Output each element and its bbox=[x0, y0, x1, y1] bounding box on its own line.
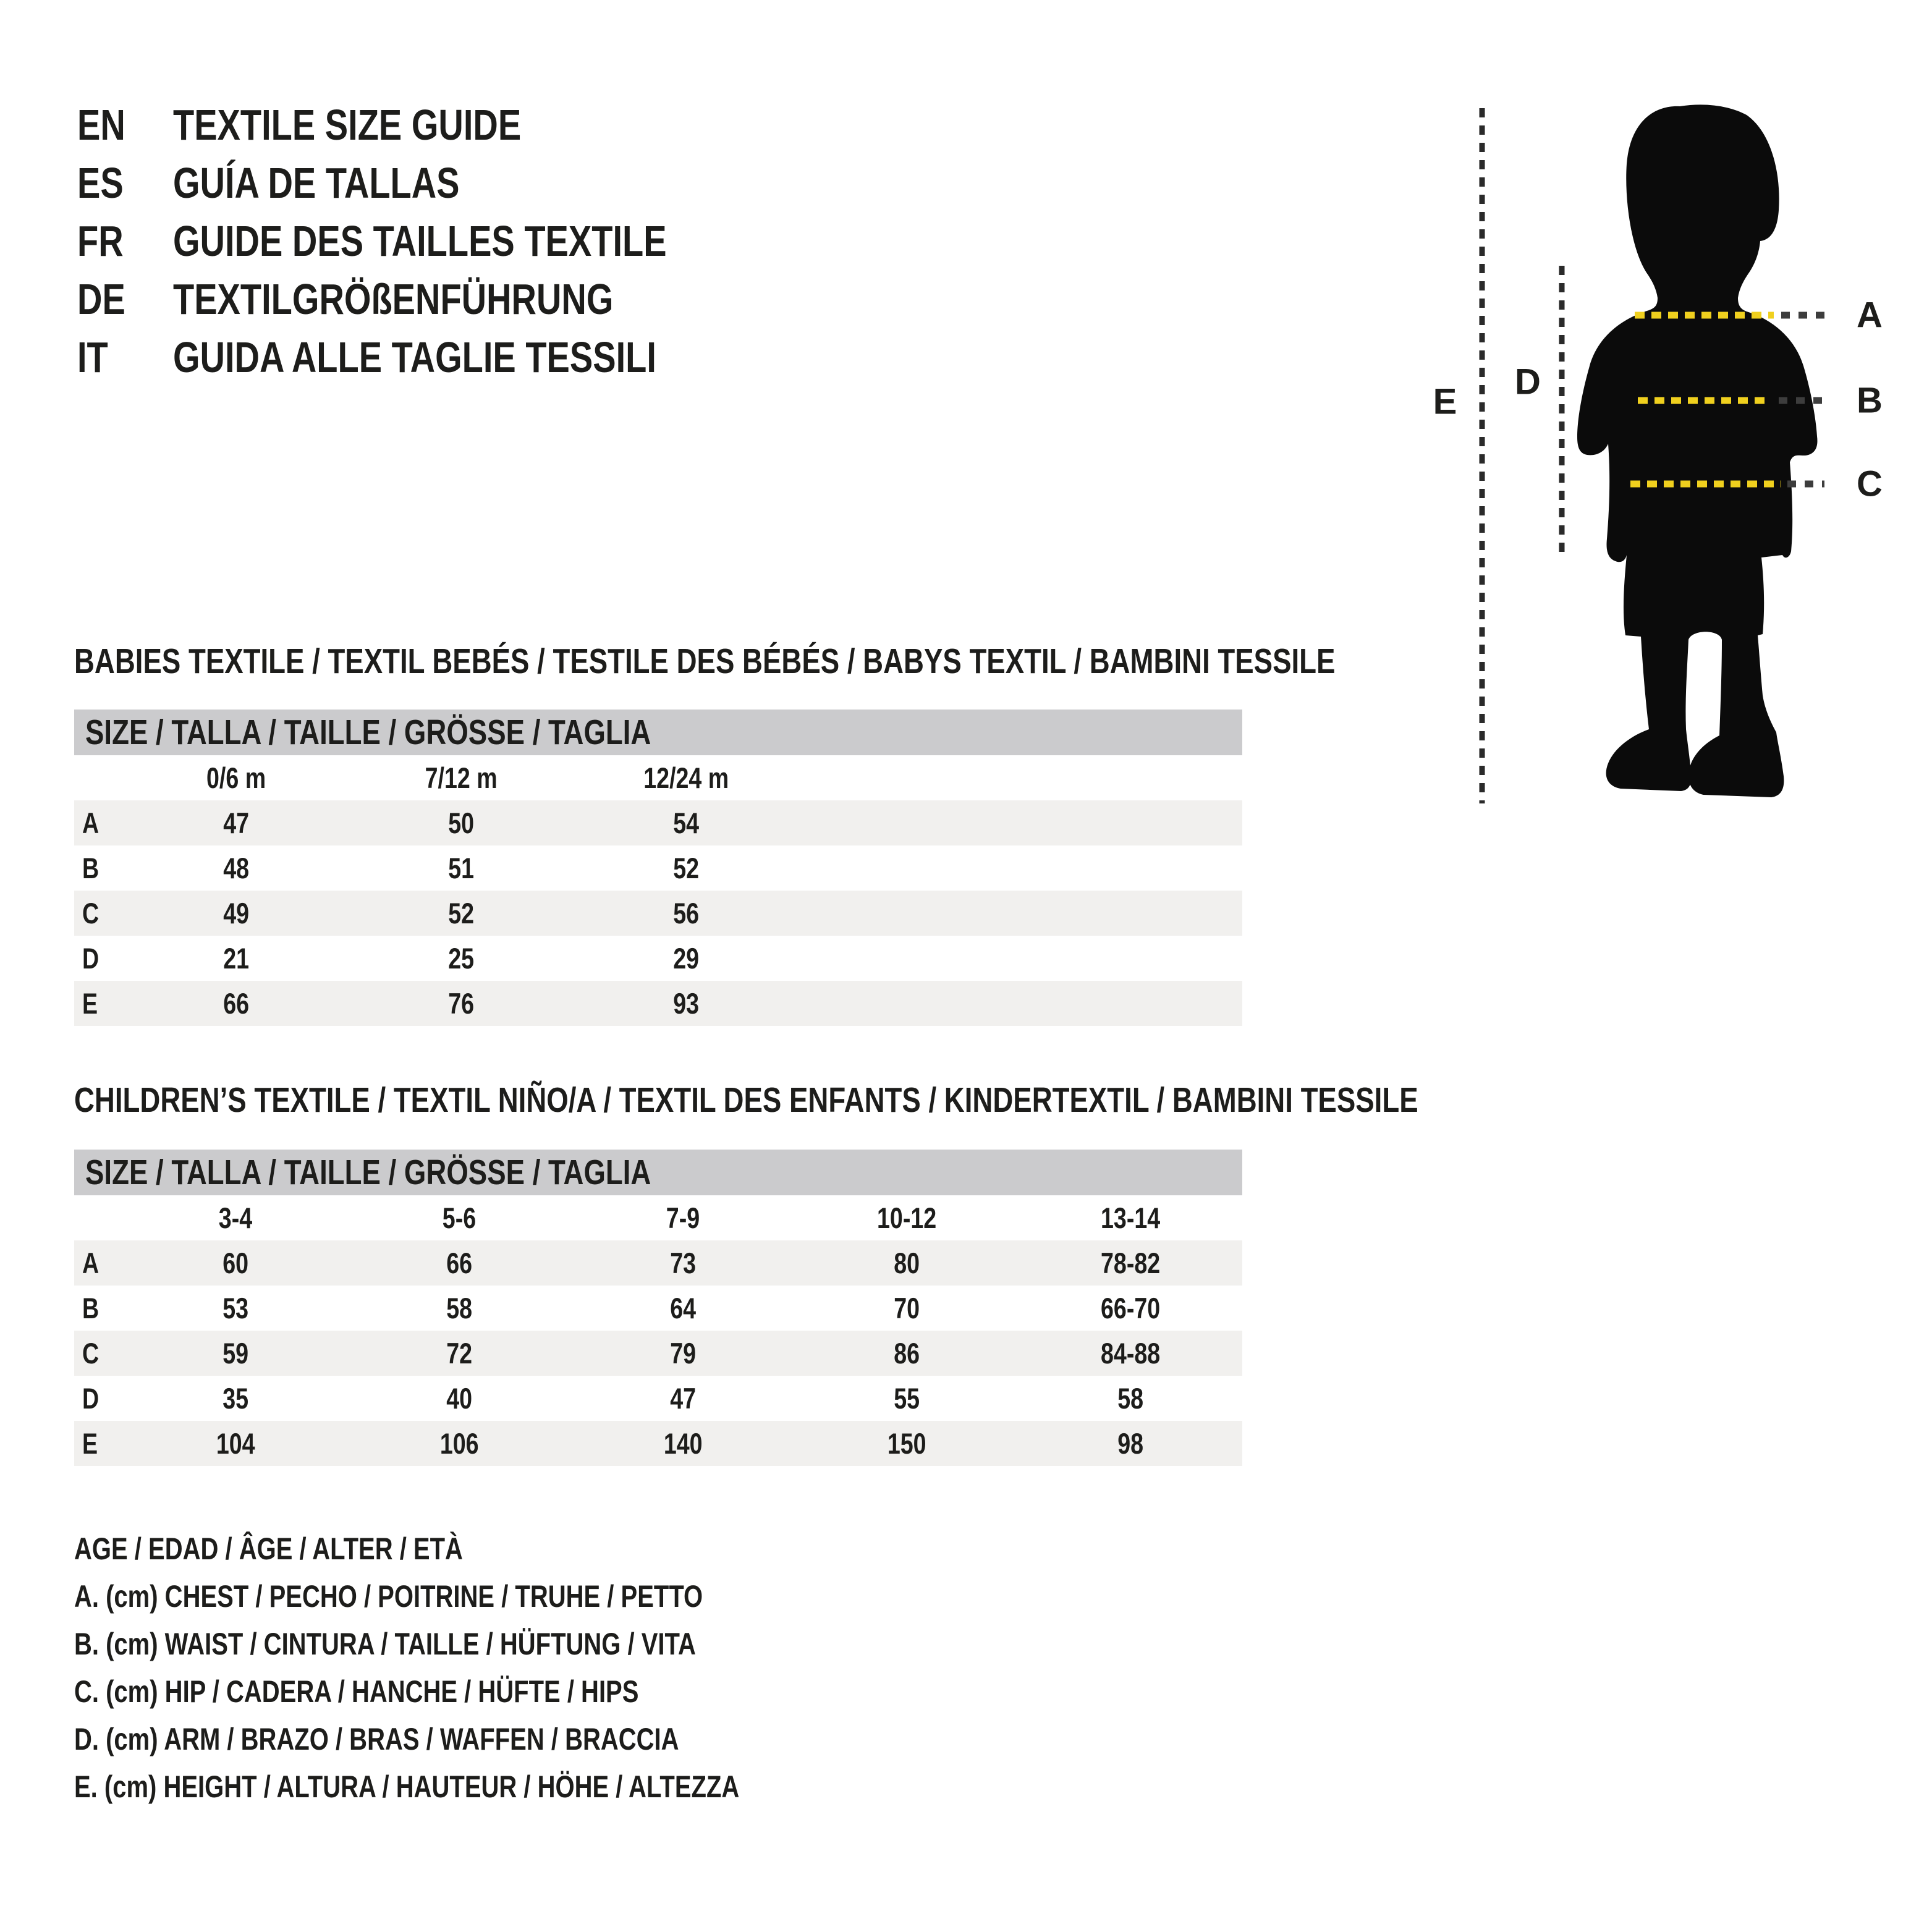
table-cell: 48 bbox=[223, 852, 249, 884]
table-cell: 84-88 bbox=[1100, 1337, 1161, 1370]
table-cell: 66-70 bbox=[1100, 1292, 1161, 1324]
table-cell: 59 bbox=[222, 1337, 248, 1370]
language-row-en bbox=[77, 96, 790, 154]
row-label: B bbox=[82, 1292, 100, 1324]
language-row-fr bbox=[77, 212, 790, 270]
table-cell: 66 bbox=[223, 987, 249, 1020]
table-cell: 52 bbox=[448, 897, 474, 930]
table-cell: 60 bbox=[222, 1247, 248, 1279]
language-row-it bbox=[77, 328, 790, 386]
table-cell: 56 bbox=[673, 897, 699, 930]
babies-column-headers bbox=[74, 755, 1242, 800]
children-size-table bbox=[74, 1150, 1242, 1466]
language-code: DE bbox=[77, 275, 125, 323]
table-cell: 52 bbox=[673, 852, 699, 884]
table-cell: 49 bbox=[223, 897, 249, 930]
column-header: 7-9 bbox=[666, 1201, 700, 1234]
table-cell: 106 bbox=[439, 1427, 479, 1460]
table-cell: 25 bbox=[448, 942, 474, 975]
row-label: C bbox=[82, 1337, 100, 1370]
label-chest-a: A bbox=[1857, 295, 1883, 336]
table-cell: 29 bbox=[673, 942, 699, 975]
table-row bbox=[74, 1286, 1242, 1331]
page-title-de: TEXTILGRÖßENFÜHRUNG bbox=[173, 275, 614, 323]
table-cell: 47 bbox=[223, 807, 249, 839]
table-cell: 53 bbox=[222, 1292, 248, 1324]
page-title: TEXTILE SIZE GUIDE bbox=[173, 101, 522, 149]
row-label: D bbox=[82, 942, 100, 975]
language-code: EN bbox=[77, 101, 125, 149]
table-cell: 58 bbox=[1117, 1382, 1143, 1415]
table-cell: 79 bbox=[670, 1337, 696, 1370]
table-cell: 98 bbox=[1117, 1427, 1143, 1460]
table-row bbox=[74, 936, 1242, 981]
table-cell: 80 bbox=[894, 1247, 920, 1279]
language-code: ES bbox=[77, 159, 124, 207]
language-row-es bbox=[77, 154, 790, 212]
column-header: 3-4 bbox=[218, 1201, 253, 1234]
table-row bbox=[74, 1376, 1242, 1421]
children-table-header-bar: SIZE / TALLA / TAILLE / GRÖSSE / TAGLIA bbox=[74, 1150, 1242, 1195]
measurement-figure bbox=[1415, 93, 1910, 822]
table-cell: 50 bbox=[448, 807, 474, 839]
row-label: C bbox=[82, 897, 100, 930]
column-header: 7/12 m bbox=[425, 761, 498, 794]
label-waist-b: B bbox=[1857, 380, 1883, 421]
table-cell: 35 bbox=[222, 1382, 248, 1415]
measurement-legend bbox=[74, 1525, 905, 1811]
table-cell: 51 bbox=[448, 852, 474, 884]
column-header: 0/6 m bbox=[206, 761, 266, 794]
table-cell: 150 bbox=[887, 1427, 926, 1460]
row-label: E bbox=[82, 987, 98, 1020]
table-cell: 86 bbox=[894, 1337, 920, 1370]
child-silhouette bbox=[1577, 104, 1817, 797]
table-cell: 64 bbox=[670, 1292, 696, 1324]
legend-hip: C. (cm) HIP / CADERA / HANCHE / HÜFTE / HIPS bbox=[74, 1674, 639, 1709]
label-height-e: E bbox=[1433, 381, 1457, 422]
table-row bbox=[74, 1421, 1242, 1466]
table-cell: 40 bbox=[446, 1382, 472, 1415]
table-cell: 73 bbox=[670, 1247, 696, 1279]
column-header: 13-14 bbox=[1100, 1201, 1161, 1234]
table-cell: 70 bbox=[894, 1292, 920, 1324]
table-cell: 54 bbox=[673, 807, 699, 839]
children-column-headers bbox=[74, 1195, 1242, 1240]
table-cell: 76 bbox=[448, 987, 474, 1020]
legend-age: AGE / EDAD / ÂGE / ALTER / ETÀ bbox=[74, 1532, 463, 1566]
babies-size-table bbox=[74, 710, 1242, 1026]
children-section-title: CHILDREN’S TEXTILE / TEXTIL NIÑO/A / TEXTIL DES ENFANTS / KINDERTEXTIL / BAMBINI TESSILE bbox=[74, 1080, 1418, 1120]
legend-arm: D. (cm) ARM / BRAZO / BRAS / WAFFEN / BRACCIA bbox=[74, 1722, 679, 1756]
babies-table-header-bar: SIZE / TALLA / TAILLE / GRÖSSE / TAGLIA bbox=[74, 710, 1242, 755]
babies-section-title: BABIES TEXTILE / TEXTIL BEBÉS / TESTILE DES BÉBÉS / BABYS TEXTIL / BAMBINI TESSILE bbox=[74, 642, 1336, 681]
language-header bbox=[77, 96, 790, 386]
row-label: A bbox=[82, 1247, 100, 1279]
table-cell: 21 bbox=[223, 942, 249, 975]
column-header: 10-12 bbox=[876, 1201, 937, 1234]
table-cell: 104 bbox=[216, 1427, 255, 1460]
column-header: 12/24 m bbox=[643, 761, 729, 794]
table-row bbox=[74, 800, 1242, 845]
row-label: B bbox=[82, 852, 100, 884]
row-label: A bbox=[82, 807, 100, 839]
page-title-es: GUÍA DE TALLAS bbox=[173, 159, 460, 207]
row-label: E bbox=[82, 1427, 98, 1460]
language-row-de bbox=[77, 270, 790, 328]
table-row bbox=[74, 981, 1242, 1026]
row-label: D bbox=[82, 1382, 100, 1415]
table-row bbox=[74, 1240, 1242, 1286]
table-cell: 72 bbox=[446, 1337, 472, 1370]
table-row bbox=[74, 1331, 1242, 1376]
table-cell: 58 bbox=[446, 1292, 472, 1324]
language-code: IT bbox=[77, 333, 108, 381]
legend-waist: B. (cm) WAIST / CINTURA / TAILLE / HÜFTUNG / VITA bbox=[74, 1627, 696, 1661]
table-cell: 78-82 bbox=[1100, 1247, 1161, 1279]
table-cell: 55 bbox=[894, 1382, 920, 1415]
table-cell: 47 bbox=[670, 1382, 696, 1415]
page-title-fr: GUIDE DES TAILLES TEXTILE bbox=[173, 217, 667, 265]
language-code: FR bbox=[77, 217, 124, 265]
table-cell: 93 bbox=[673, 987, 699, 1020]
label-arm-d: D bbox=[1515, 362, 1541, 402]
legend-chest: A. (cm) CHEST / PECHO / POITRINE / TRUHE / PETTO bbox=[74, 1579, 703, 1614]
table-row bbox=[74, 891, 1242, 936]
column-header: 5-6 bbox=[442, 1201, 477, 1234]
table-cell: 66 bbox=[446, 1247, 472, 1279]
page-title-it: GUIDA ALLE TAGLIE TESSILI bbox=[173, 333, 656, 381]
table-cell: 140 bbox=[663, 1427, 703, 1460]
legend-height: E. (cm) HEIGHT / ALTURA / HAUTEUR / HÖHE / ALTEZZA bbox=[74, 1769, 740, 1804]
child-silhouette-diagram bbox=[1415, 93, 1910, 822]
label-hip-c: C bbox=[1857, 464, 1883, 504]
table-row bbox=[74, 845, 1242, 891]
